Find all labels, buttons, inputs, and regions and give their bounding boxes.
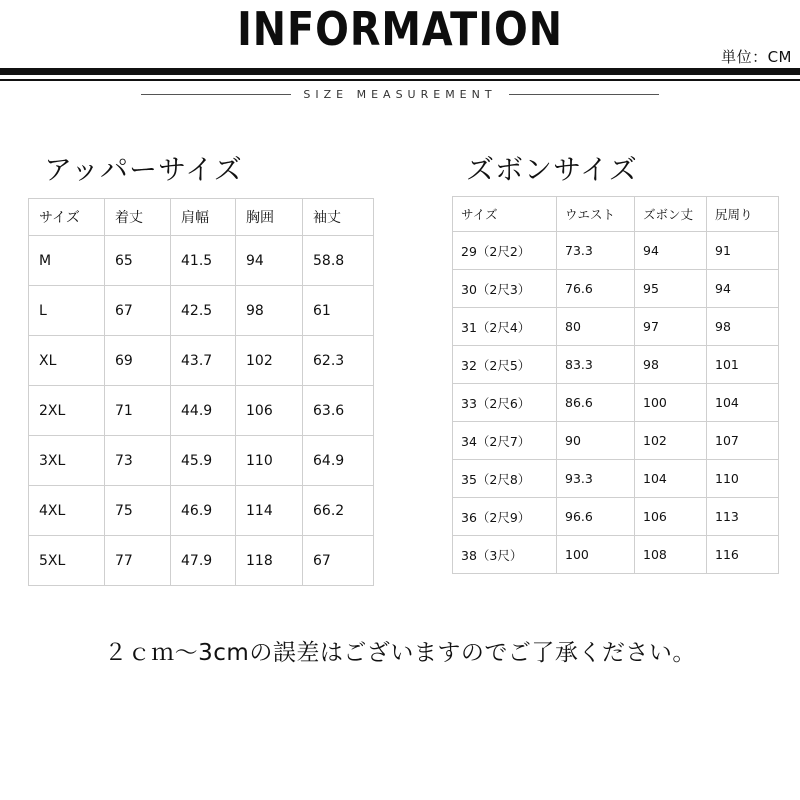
table-row [29, 336, 374, 386]
column-header: ウエスト [557, 197, 635, 232]
cell-length: 71 [105, 386, 171, 436]
cell-waist: 76.6 [557, 270, 635, 308]
column-header: 袖丈 [303, 199, 374, 236]
table-row [453, 384, 779, 422]
cell-shoulder: 42.5 [171, 286, 236, 336]
cell-hip: 101 [707, 346, 779, 384]
cell-length: 67 [105, 286, 171, 336]
cell-pants-length: 104 [635, 460, 707, 498]
cell-size: L [29, 286, 105, 336]
cell-hip: 91 [707, 232, 779, 270]
cell-size: 4XL [29, 486, 105, 536]
cell-sleeve: 61 [303, 286, 374, 336]
cell-sleeve: 62.3 [303, 336, 374, 386]
lower-size-heading: ズボンサイズ [466, 153, 638, 186]
table-row [453, 270, 779, 308]
lower-size-table [452, 196, 779, 574]
cell-shoulder: 41.5 [171, 236, 236, 286]
cell-pants-length: 97 [635, 308, 707, 346]
column-header: サイズ [453, 197, 557, 232]
cell-shoulder: 43.7 [171, 336, 236, 386]
cell-hip: 110 [707, 460, 779, 498]
table-row [29, 436, 374, 486]
cell-size: 30（2尺3） [453, 270, 557, 308]
cell-pants-length: 106 [635, 498, 707, 536]
subtitle-line-right [509, 94, 659, 95]
cell-sleeve: 64.9 [303, 436, 374, 486]
cell-pants-length: 98 [635, 346, 707, 384]
cell-shoulder: 46.9 [171, 486, 236, 536]
cell-pants-length: 95 [635, 270, 707, 308]
cell-size: 29（2尺2） [453, 232, 557, 270]
table-row [29, 386, 374, 436]
column-header: 胸囲 [236, 199, 303, 236]
upper-size-heading: アッパーサイズ [44, 153, 243, 186]
cell-pants-length: 100 [635, 384, 707, 422]
cell-pants-length: 94 [635, 232, 707, 270]
page-header [0, 0, 800, 112]
cell-size: 2XL [29, 386, 105, 436]
cell-sleeve: 66.2 [303, 486, 374, 536]
cell-size: 38（3尺） [453, 536, 557, 574]
table-row [29, 486, 374, 536]
cell-pants-length: 108 [635, 536, 707, 574]
cell-chest: 118 [236, 536, 303, 586]
page-title: INFORMATION [237, 2, 563, 56]
table-header-row [29, 199, 374, 236]
column-header: サイズ [29, 199, 105, 236]
table-row [453, 308, 779, 346]
table-row [29, 236, 374, 286]
cell-waist: 93.3 [557, 460, 635, 498]
cell-chest: 98 [236, 286, 303, 336]
cell-size: 36（2尺9） [453, 498, 557, 536]
cell-shoulder: 45.9 [171, 436, 236, 486]
column-header: 着丈 [105, 199, 171, 236]
cell-waist: 96.6 [557, 498, 635, 536]
cell-chest: 110 [236, 436, 303, 486]
table-row [29, 536, 374, 586]
cell-hip: 116 [707, 536, 779, 574]
cell-size: 32（2尺5） [453, 346, 557, 384]
divider-thin [0, 79, 800, 81]
cell-shoulder: 44.9 [171, 386, 236, 436]
subtitle-line-left [141, 94, 291, 95]
cell-shoulder: 47.9 [171, 536, 236, 586]
table-row [453, 460, 779, 498]
cell-length: 69 [105, 336, 171, 386]
table-row [453, 346, 779, 384]
cell-size: XL [29, 336, 105, 386]
table-header-row [453, 197, 779, 232]
cell-pants-length: 102 [635, 422, 707, 460]
cell-size: 33（2尺6） [453, 384, 557, 422]
table-row [453, 422, 779, 460]
table-row [453, 232, 779, 270]
cell-size: 3XL [29, 436, 105, 486]
page-subtitle: SIZE MEASUREMENT [303, 88, 497, 101]
cell-size: 35（2尺8） [453, 460, 557, 498]
cell-length: 73 [105, 436, 171, 486]
cell-sleeve: 67 [303, 536, 374, 586]
column-header: ズボン丈 [635, 197, 707, 232]
cell-hip: 107 [707, 422, 779, 460]
column-header: 尻周り [707, 197, 779, 232]
cell-hip: 94 [707, 270, 779, 308]
upper-size-table [28, 198, 374, 586]
cell-size: M [29, 236, 105, 286]
divider-thick [0, 68, 800, 75]
cell-chest: 102 [236, 336, 303, 386]
cell-waist: 73.3 [557, 232, 635, 270]
cell-size: 34（2尺7） [453, 422, 557, 460]
cell-size: 5XL [29, 536, 105, 586]
unit-note: 単位：CM [721, 48, 792, 66]
table-row [29, 286, 374, 336]
cell-waist: 86.6 [557, 384, 635, 422]
cell-length: 65 [105, 236, 171, 286]
cell-hip: 104 [707, 384, 779, 422]
column-header: 肩幅 [171, 199, 236, 236]
table-row [453, 498, 779, 536]
cell-chest: 106 [236, 386, 303, 436]
cell-hip: 98 [707, 308, 779, 346]
cell-chest: 114 [236, 486, 303, 536]
tolerance-note: ２ｃｍ〜3cmの誤差はございますのでご了承ください。 [104, 640, 696, 666]
cell-waist: 80 [557, 308, 635, 346]
cell-length: 75 [105, 486, 171, 536]
cell-waist: 100 [557, 536, 635, 574]
cell-length: 77 [105, 536, 171, 586]
cell-waist: 90 [557, 422, 635, 460]
cell-chest: 94 [236, 236, 303, 286]
table-row [453, 536, 779, 574]
cell-size: 31（2尺4） [453, 308, 557, 346]
cell-sleeve: 63.6 [303, 386, 374, 436]
subtitle-row [0, 88, 800, 101]
cell-waist: 83.3 [557, 346, 635, 384]
cell-hip: 113 [707, 498, 779, 536]
cell-sleeve: 58.8 [303, 236, 374, 286]
